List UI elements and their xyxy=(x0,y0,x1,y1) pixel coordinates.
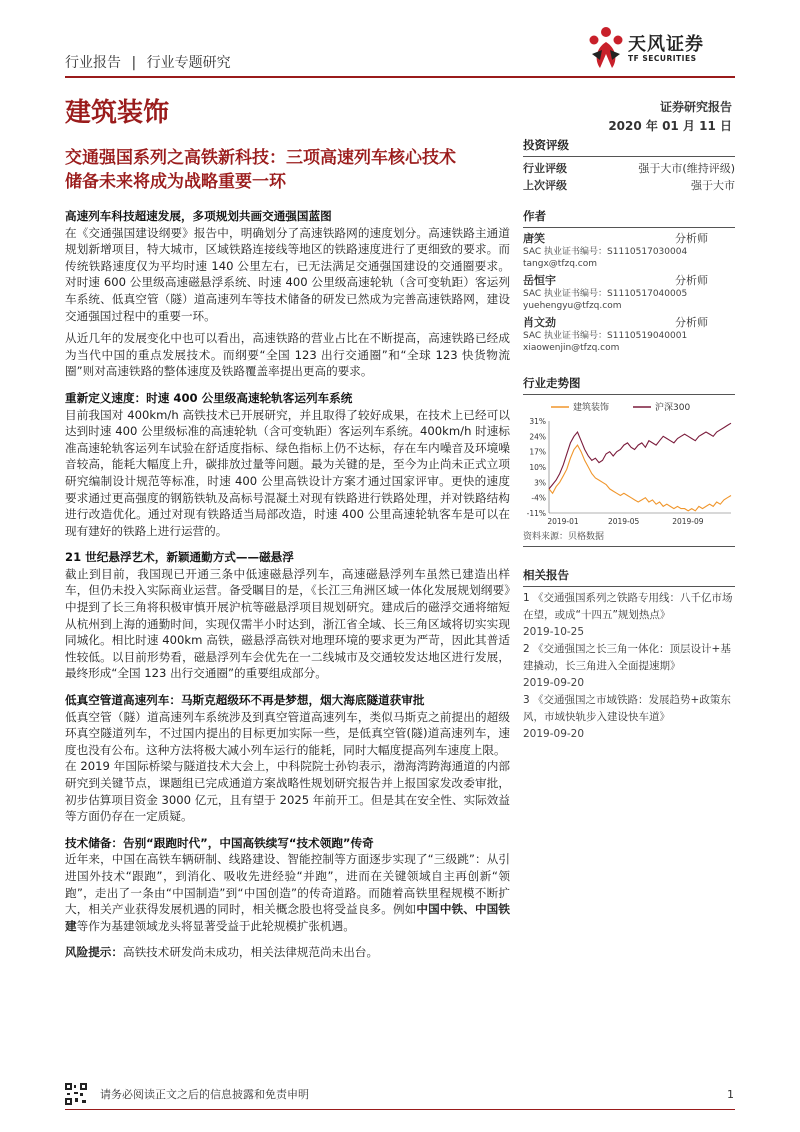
series-line xyxy=(549,423,731,489)
analyst-cert: SAC 执业证书编号：S1110517030004 xyxy=(523,247,688,257)
paragraph: 截止到目前，我国现已开通三条中低速磁悬浮列车，高速磁悬浮列车虽然已建造出样车，但仍未投入实际商业运营。备受瞩目的是，《长江三角洲区域一体化发展规划纲要》中提到了长三角将积极审慎开展沪杭等磁悬浮项目规划研究。建成后的磁浮交通将缩短从杭州到上海的通勤时间，实现仅需半小时达到，浙江省全域、长三角区域将切实实现同城化。相比时速 400km 高铁，磁悬浮高铁对地理环境的要求更为严苛，因此其普适性较低。以目前形势看，磁悬浮列车会优先在一二线城市及交通较发达地区进行发展，最终形成“全国 123 出行交通圈”的重要组成部分。 xyxy=(65,566,510,681)
main-body xyxy=(65,208,510,967)
paragraph: 目前我国对 400km/h 高铁技术已开展研究，并且取得了较好成果，在技术上已经可以达到时速 400 公里级标准的高速轮轨（含可变轨距）客运列车系统。400km/h 时速标准高速轮轨客运列车试验在舒适度指标、绿色指标上仍不达标，存在车内噪音及环境噪音较高，能耗大幅度上升，碳排放过量等问题。最为关键的是，至今为止尚未正式立项研究编制设计规范等标准，时速 400 公里高铁设计方案才通过国家评审。更快的速度要求通过更高强度的钢筋铁轨及高标号混凝土对现有铁路进行铁路处理，并对铁路结构进行改造优化。通过对现有铁路适当局部改造，时速 400 公里高速轮轨客车是可以在现有建好的铁路上进行运营的。 xyxy=(65,407,510,538)
rating-key: 行业评级 xyxy=(523,162,567,175)
analyst-name: 岳恒宇 xyxy=(523,274,556,287)
legend-label: 沪深300 xyxy=(655,403,691,413)
rating-panel xyxy=(523,137,735,194)
related-panel xyxy=(523,567,735,743)
y-tick-label: 10% xyxy=(529,463,546,472)
related-heading: 相关报告 xyxy=(523,567,735,587)
paragraph: 在 2019 年国际桥梁与隧道技术大会上，中科院院士孙钧表示，渤海湾跨海通道的内部研究到关键节点，课题组已完成通道方案战略性规划研究报告并上报国家发改委审批，初步估算项目资金 3000 亿元，且有望于 2025 年前开工。但是其在安全性、实际效益等方面仍存在一定质疑。 xyxy=(65,759,510,824)
section-heading: 21 世纪悬浮艺术，新颖通勤方式——磁悬浮 xyxy=(65,550,294,565)
section-heading: 技术储备：告别“跟跑时代”，中国高铁续写“技术领跑”传奇 xyxy=(65,835,374,850)
related-item[interactable] xyxy=(523,692,735,743)
related-item[interactable] xyxy=(523,590,735,641)
y-tick-label: 17% xyxy=(529,447,546,457)
risk-label: 风险提示： xyxy=(65,945,123,960)
x-tick-label: 2019-05 xyxy=(607,517,640,526)
paragraph-text: 等作为基建领域龙头将显著受益于此轮规模扩张机遇。 xyxy=(76,918,355,933)
related-list xyxy=(523,590,735,743)
paragraph: 低真空管（隧）道高速列车系统涉及到真空管道高速列车，类似马斯克之前提出的超级环真空隧道列车，不过国内提出的目标更加实际一些，是低真空管(隧)道高速列车，速度也没有公布。这种方法将极大减小列车运行的能耗，同时大幅度提高列车速度上限。 xyxy=(65,709,510,757)
page-number: 1 xyxy=(727,1088,734,1101)
trend-heading: 行业走势图 xyxy=(523,375,735,395)
rating-heading: 投资评级 xyxy=(523,137,735,157)
section-heading: 重新定义速度：时速 400 公里级高速轮轨客运列车系统 xyxy=(65,390,353,405)
analyst-role: 分析师 xyxy=(675,316,708,329)
report-date: 2020 年 01 月 11 日 xyxy=(608,119,732,133)
header-separator: | xyxy=(131,55,137,71)
related-title[interactable]: 3 《交通强国之市域铁路：发展趋势+政策东风，市域快轨步入建设快车道》 xyxy=(523,694,731,723)
related-title[interactable]: 1 《交通强国系列之铁路专用线：八千亿市场在望，或成“十四五”规划热点》 xyxy=(523,592,733,621)
section-heading: 低真空管道高速列车：马斯克超级环不再是梦想，烟大海底隧道获审批 xyxy=(65,693,425,708)
legend-label: 建筑装饰 xyxy=(573,403,610,413)
sector-title: 建筑装饰 xyxy=(65,98,170,128)
analyst-name: 肖文劲 xyxy=(523,316,556,329)
analyst xyxy=(523,231,735,270)
analyst-name-row xyxy=(523,231,735,246)
paragraph: 在《交通强国建设纲要》报告中，明确划分了高速铁路网的速度划分。高速铁路主通道规划新增项目，特大城市，区域铁路连接线等地区的铁路速度进行了更细致的要求。而传统铁路速度仅为平均时速 140 公里左右，已无法满足交通强国建设的交通圈要求。对时速 600 公里级高速磁悬浮系统、时速 400 公里级高速轮轨（含可变轨距）客运列车系统、低真空管（隧）道高速列车等技术储备的研发已然成为完善高速铁路网，建设交通强国过程中的重要一环。 xyxy=(65,225,510,323)
category-label: 行业报告 xyxy=(65,55,121,71)
report-category-header xyxy=(65,52,231,72)
analyst-cert: SAC 执业证书编号：S1110517040005 xyxy=(523,289,688,299)
rating-key: 上次评级 xyxy=(523,179,567,192)
authors-heading: 作者 xyxy=(523,208,735,228)
y-tick-label: -4% xyxy=(531,493,546,503)
section-heading: 高速列车科技超速发展，多项规划共画交通强国蓝图 xyxy=(65,209,332,223)
risk-note xyxy=(65,944,510,961)
related-date: 2019-09-20 xyxy=(523,677,585,689)
related-date: 2019-10-25 xyxy=(523,626,585,638)
highlighted-companies: 中国中铁、中国铁建 xyxy=(65,902,510,933)
title-line-1: 交通强国系列之高铁新科技：三项高速列车核心技术 xyxy=(65,148,456,168)
paragraph xyxy=(65,851,510,934)
rating-row xyxy=(523,160,735,177)
analyst-role: 分析师 xyxy=(675,274,708,287)
related-item[interactable] xyxy=(523,641,735,692)
analyst-email[interactable]: yuehengyu@tfzq.com xyxy=(523,301,622,311)
x-tick-label: 2019-09 xyxy=(672,517,704,526)
rating-row xyxy=(523,177,735,194)
rating-value: 强于大市 xyxy=(691,179,735,192)
trend-chart xyxy=(523,399,735,529)
subcategory-label: 行业专题研究 xyxy=(146,55,231,71)
logo-name-en: TF SECURITIES xyxy=(628,54,697,63)
analyst-email[interactable]: xiaowenjin@tfzq.com xyxy=(523,343,620,353)
y-tick-label: -11% xyxy=(526,509,546,518)
authors-panel xyxy=(523,208,735,354)
report-type: 证券研究报告 xyxy=(659,100,732,114)
series-line xyxy=(549,445,731,511)
tf-logo-icon xyxy=(586,24,626,72)
y-tick-label: 31% xyxy=(529,417,546,426)
paragraph: 从近几年的发展变化中也可以看出，高速铁路的营业占比在不断提高，高速铁路已经成为当代中国的重点发展技术。而纲要“全国 123 出行交通圈”和“全球 123 快货物流圈”则对高速铁路的整体速度及铁路覆盖率提出更高的要求。 xyxy=(65,331,510,379)
analyst xyxy=(523,315,735,354)
title-line-2: 储备未来将成为战略重要一环 xyxy=(65,172,286,192)
x-tick-label: 2019-01 xyxy=(547,517,579,526)
header-divider xyxy=(65,76,735,78)
trend-panel xyxy=(523,375,735,547)
chart-source: 资料来源：贝格数据 xyxy=(523,531,735,547)
analyst-name-row xyxy=(523,315,735,330)
paragraph-text: 近年来，中国在高铁车辆研制、线路建设、智能控制等方面逐步实现了“三级跳”：从引进国外技术“跟跑”，到消化、吸收先进经验“并跑”，进而在关键领域自主再创新“领跑”，走出了一条由“中国制造”到“中国创造”的传奇道路。而随着高铁里程规模不断扩大，相关产业获得发展机遇的同时，相关概念股也将受益良多。例如 xyxy=(65,852,510,917)
analyst xyxy=(523,273,735,312)
qr-code-icon xyxy=(65,1083,87,1105)
related-date: 2019-09-20 xyxy=(523,728,585,740)
analyst-role: 分析师 xyxy=(675,232,708,245)
related-title[interactable]: 2 《交通强国之长三角一体化：顶层设计+基建撬动，长三角进入全面提速期》 xyxy=(523,643,731,672)
rating-value: 强于大市(维持评级) xyxy=(638,162,735,175)
analyst-name-row xyxy=(523,273,735,288)
analyst-email[interactable]: tangx@tfzq.com xyxy=(523,259,598,269)
risk-text: 高铁技术研发尚未成功，相关法律规范尚未出台。 xyxy=(122,945,379,960)
disclaimer-note: 请务必阅读正文之后的信息披露和免责申明 xyxy=(100,1088,309,1101)
y-tick-label: 3% xyxy=(534,478,546,488)
footer-divider xyxy=(65,1109,735,1110)
y-tick-label: 24% xyxy=(529,432,546,442)
logo-name-cn: 天风证券 xyxy=(628,34,704,55)
report-title xyxy=(65,146,510,194)
analyst-cert: SAC 执业证书编号：S1110519040001 xyxy=(523,331,688,341)
analyst-name: 唐笑 xyxy=(523,232,545,245)
